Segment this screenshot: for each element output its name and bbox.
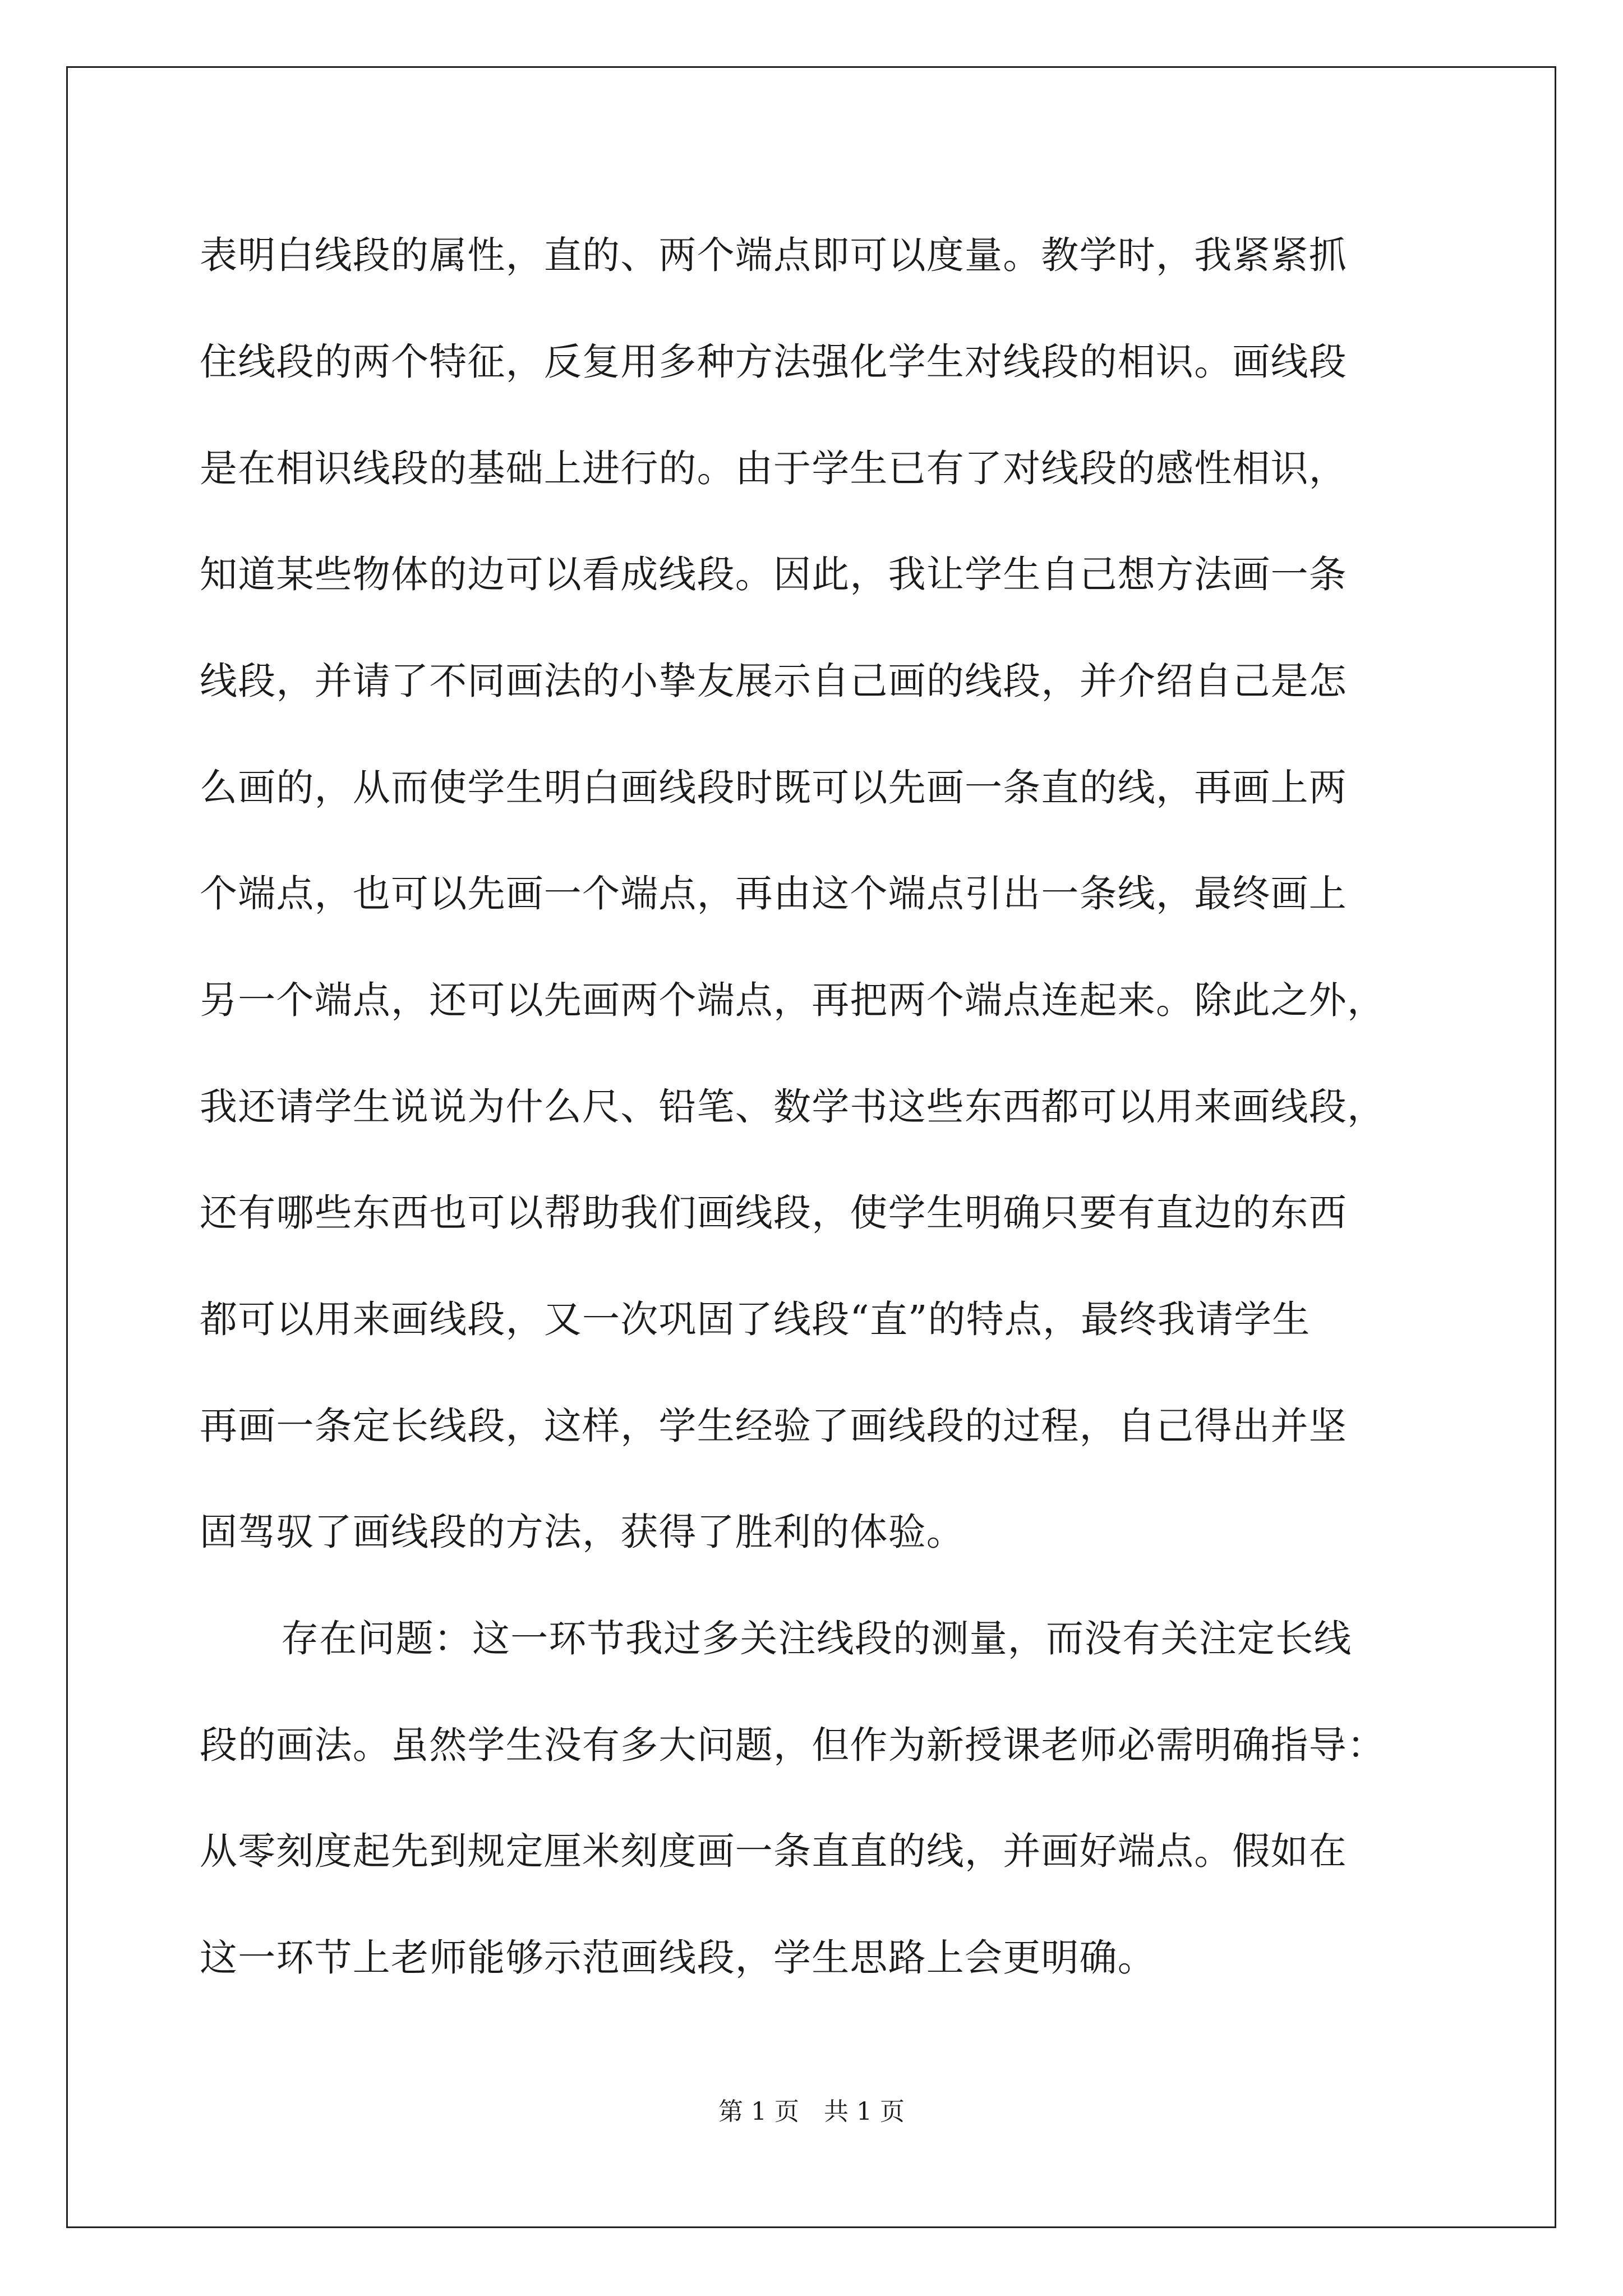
body-line-13: 固驾驭了画线段的方法，获得了胜利的体验。 xyxy=(200,1510,965,1554)
body-line-4: 知道某些物体的边可以看成线段。因此，我让学生自己想方法画一条 xyxy=(200,553,1347,596)
body-line-9: 我还请学生说说为什么尺、铅笔、数学书这些东西都可以用来画线段， xyxy=(200,1085,1386,1129)
body-line-8: 另一个端点，还可以先画两个端点，再把两个端点连起来。除此之外， xyxy=(200,978,1386,1022)
body-line-15: 段的画法。虽然学生没有多大问题，但作为新授课老师必需明确指导： xyxy=(200,1723,1386,1767)
body-line-3: 是在相识线段的基础上进行的。由于学生已有了对线段的感性相识， xyxy=(200,447,1347,490)
body-line-12: 再画一条定长线段，这样，学生经验了画线段的过程，自己得出并坚 xyxy=(200,1404,1347,1448)
body-line-10: 还有哪些东西也可以帮助我们画线段，使学生明确只要有直边的东西 xyxy=(200,1191,1347,1235)
body-line-1: 表明白线段的属性，直的、两个端点即可以度量。教学时，我紧紧抓 xyxy=(200,233,1347,277)
body-line-6: 么画的，从而使学生明白画线段时既可以先画一条直的线，再画上两 xyxy=(200,766,1347,809)
body-line-17: 这一环节上老师能够示范画线段，学生思路上会更明确。 xyxy=(200,1936,1156,1980)
body-line-2: 住线段的两个特征，反复用多种方法强化学生对线段的相识。画线段 xyxy=(200,340,1347,384)
body-line-7: 个端点，也可以先画一个端点，再由这个端点引出一条线，最终画上 xyxy=(200,872,1347,915)
body-line-16: 从零刻度起先到规定厘米刻度画一条直直的线，并画好端点。假如在 xyxy=(200,1829,1347,1873)
body-line-11: 都可以用来画线段，又一次巩固了线段“直”的特点，最终我请学生 xyxy=(200,1297,1311,1341)
page-number: 第 1 页 共 1 页 xyxy=(718,2097,905,2126)
body-line-5: 线段，并请了不同画法的小挚友展示自己画的线段，并介绍自己是怎 xyxy=(200,659,1347,703)
body-line-14: 存在问题：这一环节我过多关注线段的测量，而没有关注定长线 xyxy=(281,1617,1352,1660)
